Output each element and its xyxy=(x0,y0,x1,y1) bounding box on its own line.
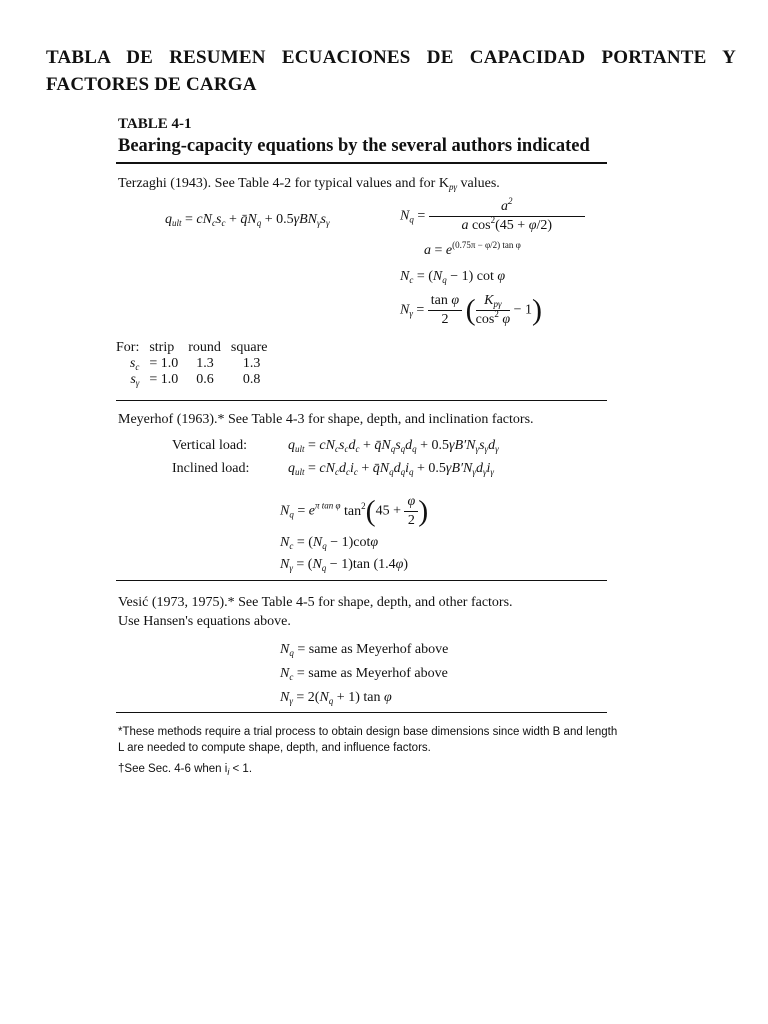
vesic-ngamma-equation: $N_\gamma = 2(N_q + 1)$ tan φ xyxy=(280,690,392,706)
meyerhof-nc-equation: $N_c = (N_q - 1)\cot\varphi$ xyxy=(280,535,379,551)
terzaghi-ngamma-equation: $N_\gamma$ = $\frac{\text{tan φ}}{2}$ ( $\frac{K_{p\gamma}}{\cos^2 \varphi}$ − 1) xyxy=(400,293,542,327)
shape-factor-table xyxy=(116,340,277,388)
section-rule xyxy=(116,400,607,401)
vesic-nq-equation: $N_q$ = same as Meyerhof above xyxy=(280,642,449,658)
meyerhof-ngamma-equation: $N_\gamma = (N_q - 1)\tan$ (1.4φ) xyxy=(280,557,409,573)
factor-header-row: For: strip round square xyxy=(116,340,268,355)
footnote-dagger: †See Sec. 4-6 when $i_i < 1$. xyxy=(118,763,253,777)
vertical-load-label: Vertical load: xyxy=(172,438,248,453)
vesic-nc-equation: $N_c$ = same as Meyerhof above xyxy=(280,666,448,682)
meyerhof-nq-equation: $N_q = e^{\pi tan \varphi}$ $\tan^2(45$ + $\frac{\varphi}{2}$ ) xyxy=(280,494,429,528)
terzaghi-a-equation: $a = e^{(0.75\pi - \varphi/2) tan \varphi}$ xyxy=(424,240,521,258)
terzaghi-nq-equation: $N_q$ = $\frac{a^2}{a \cos^2(45 + \varphi/2)}$ xyxy=(400,199,585,234)
meyerhof-intro: Meyerhof (1963).* See Table 4-3 for shape, depth, and inclination factors. xyxy=(118,412,534,427)
title-rule xyxy=(116,162,607,164)
inclined-load-label: Inclined load: xyxy=(172,461,250,476)
terzaghi-qult-equation: $q_{ult} = cN_cs_c$ + $q̄N_q + 0.5\gamma BN_\gamma s_\gamma$ xyxy=(165,212,330,228)
terzaghi-intro: Terzaghi (1943). See Table 4-2 for typical values and for $K_{p\gamma}$ values. xyxy=(118,176,500,192)
vesic-intro-line2: Use Hansen's equations above. xyxy=(118,614,291,629)
terzaghi-nc-equation: $N_c = (N_q - 1)$ cot φ xyxy=(400,269,506,285)
meyerhof-vertical-equation: $q_{ult} = cN_cs_cd_c$ + $q̄N_qs_qd_q + 0.5\gamma B'N_\gamma s_\gamma d_\gamma$ xyxy=(288,438,499,454)
factor-row-sc: $s_c$ = 1.0 1.3 1.3 xyxy=(129,356,261,372)
vesic-intro-line1: Vesić (1973, 1975).* See Table 4-5 for shape, depth, and other factors. xyxy=(118,595,513,610)
meyerhof-inclined-equation: $q_{ult} = cN_cd_ci_c$ + $q̄N_qd_qi_q + 0.5\gamma B'N_\gamma d_\gamma i_\gamma$ xyxy=(288,461,494,477)
section-rule xyxy=(116,712,607,713)
footnote-star: *These methods require a trial process to obtain design base dimensions since width B and length L are needed to compute shape, depth, and influence factors. xyxy=(118,726,618,754)
table-label: TABLE 4-1 xyxy=(118,116,192,132)
table-title: Bearing-capacity equations by the several authors indicated xyxy=(118,136,590,156)
page-heading: TABLA DE RESUMEN ECUACIONES DE CAPACIDAD PORTANTE Y FACTORES DE CARGA xyxy=(46,47,736,95)
section-rule xyxy=(116,580,607,581)
factor-row-sgamma: $s_\gamma$ = 1.0 0.6 0.8 xyxy=(130,372,261,388)
